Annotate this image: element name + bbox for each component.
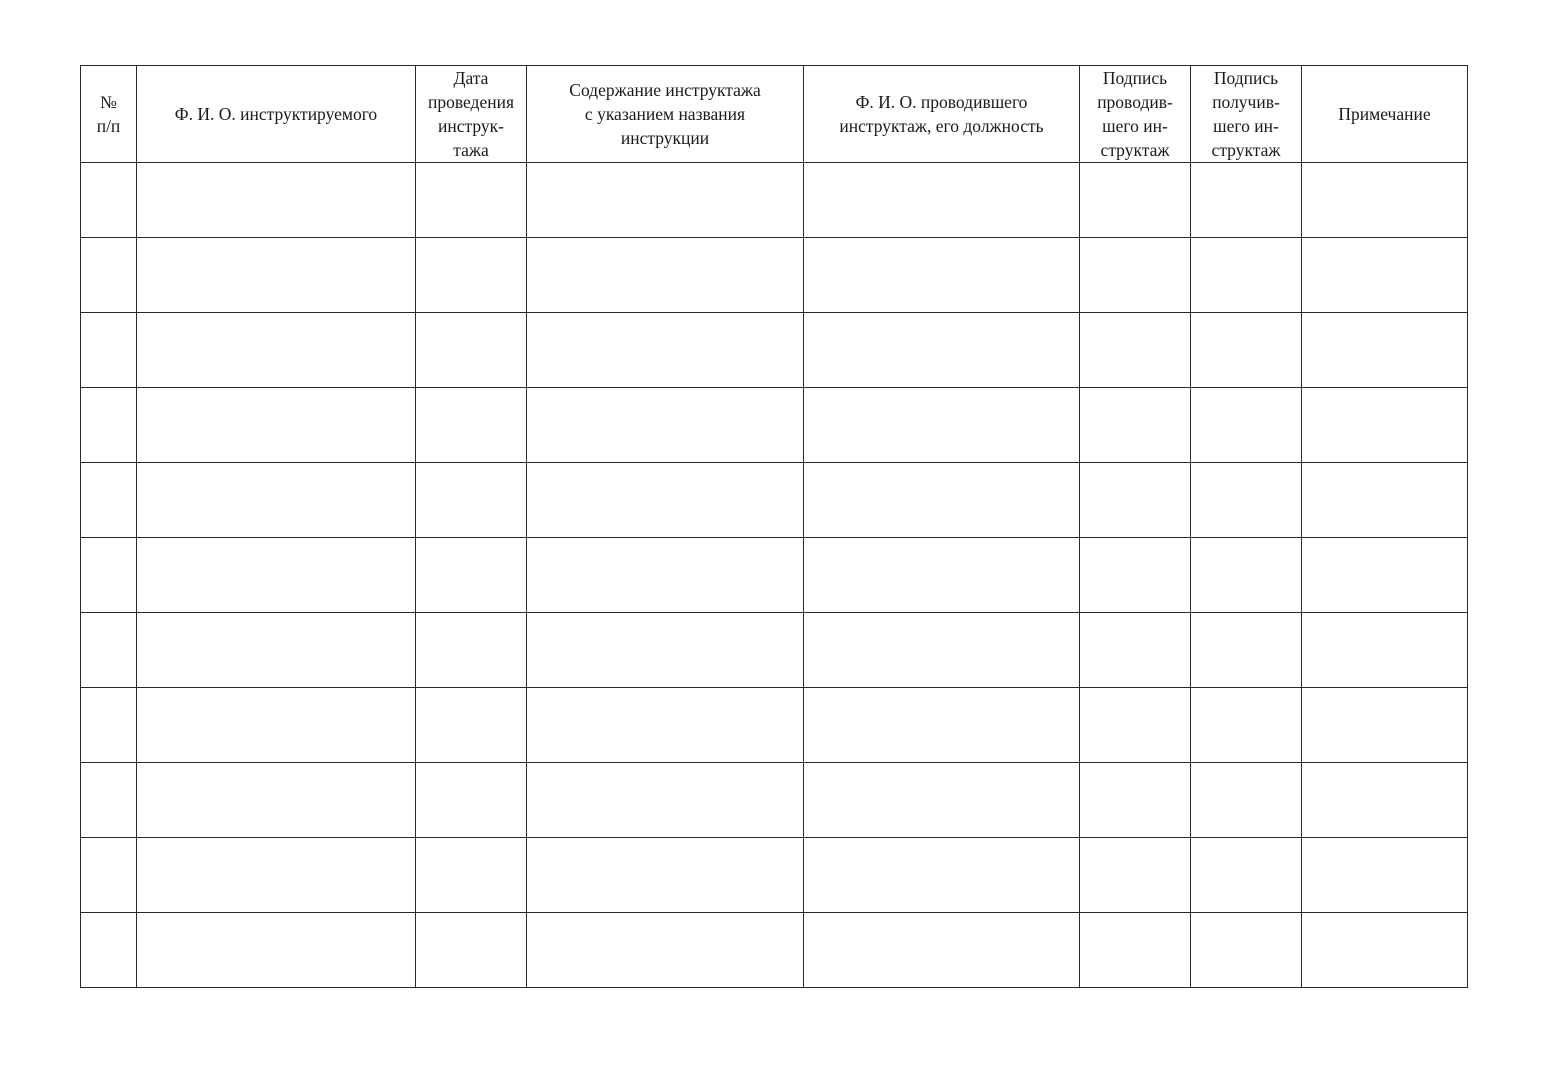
cell-trainee-signature: [1191, 313, 1302, 388]
table-row: [81, 238, 1468, 313]
cell-content: [527, 763, 804, 838]
cell-note: [1302, 313, 1468, 388]
cell-content: [527, 838, 804, 913]
cell-content: [527, 688, 804, 763]
cell-note: [1302, 688, 1468, 763]
cell-instructor-signature: [1080, 163, 1191, 238]
cell-trainee-signature: [1191, 538, 1302, 613]
cell-date: [416, 313, 527, 388]
cell-trainee-name: [137, 163, 416, 238]
cell-note: [1302, 163, 1468, 238]
cell-trainee-signature: [1191, 838, 1302, 913]
cell-number: [81, 688, 137, 763]
header-trainee-signature: Подпись получив- шего ин- структаж: [1191, 66, 1302, 163]
cell-trainee-signature: [1191, 463, 1302, 538]
cell-instructor-name: [804, 913, 1080, 988]
cell-note: [1302, 388, 1468, 463]
cell-trainee-signature: [1191, 238, 1302, 313]
cell-date: [416, 763, 527, 838]
cell-instructor-name: [804, 688, 1080, 763]
cell-number: [81, 238, 137, 313]
cell-date: [416, 613, 527, 688]
cell-trainee-signature: [1191, 688, 1302, 763]
cell-instructor-signature: [1080, 238, 1191, 313]
cell-instructor-signature: [1080, 763, 1191, 838]
table-header-row: [81, 66, 1468, 163]
cell-instructor-name: [804, 613, 1080, 688]
cell-content: [527, 163, 804, 238]
cell-date: [416, 463, 527, 538]
cell-trainee-name: [137, 388, 416, 463]
cell-trainee-signature: [1191, 613, 1302, 688]
header-instructor-name: Ф. И. О. проводившего инструктаж, его должность: [804, 66, 1080, 163]
cell-note: [1302, 238, 1468, 313]
cell-note: [1302, 463, 1468, 538]
table-body: [81, 163, 1468, 988]
cell-number: [81, 763, 137, 838]
cell-instructor-name: [804, 838, 1080, 913]
cell-date: [416, 688, 527, 763]
cell-instructor-signature: [1080, 913, 1191, 988]
table-row: [81, 463, 1468, 538]
header-content: Содержание инструктажа с указанием названия инструкции: [527, 66, 804, 163]
header-note: Примечание: [1302, 66, 1468, 163]
cell-number: [81, 313, 137, 388]
cell-note: [1302, 538, 1468, 613]
cell-instructor-name: [804, 163, 1080, 238]
table-row: [81, 688, 1468, 763]
table-row: [81, 838, 1468, 913]
cell-instructor-signature: [1080, 688, 1191, 763]
cell-content: [527, 238, 804, 313]
table-row: [81, 538, 1468, 613]
cell-trainee-signature: [1191, 763, 1302, 838]
cell-content: [527, 613, 804, 688]
cell-trainee-name: [137, 613, 416, 688]
table-row: [81, 313, 1468, 388]
table-row: [81, 163, 1468, 238]
header-date: Дата проведения инструк- тажа: [416, 66, 527, 163]
cell-instructor-signature: [1080, 313, 1191, 388]
table-row: [81, 388, 1468, 463]
cell-trainee-signature: [1191, 913, 1302, 988]
cell-trainee-name: [137, 838, 416, 913]
cell-instructor-name: [804, 763, 1080, 838]
cell-trainee-name: [137, 238, 416, 313]
cell-instructor-signature: [1080, 388, 1191, 463]
cell-instructor-signature: [1080, 838, 1191, 913]
cell-instructor-signature: [1080, 463, 1191, 538]
table-row: [81, 763, 1468, 838]
header-trainee-name: Ф. И. О. инструктируемого: [137, 66, 416, 163]
cell-content: [527, 463, 804, 538]
cell-number: [81, 913, 137, 988]
cell-number: [81, 613, 137, 688]
cell-instructor-name: [804, 313, 1080, 388]
cell-trainee-name: [137, 313, 416, 388]
cell-instructor-name: [804, 238, 1080, 313]
cell-instructor-name: [804, 388, 1080, 463]
cell-number: [81, 163, 137, 238]
cell-note: [1302, 838, 1468, 913]
cell-date: [416, 913, 527, 988]
cell-trainee-name: [137, 538, 416, 613]
cell-trainee-signature: [1191, 163, 1302, 238]
header-instructor-signature: Подпись проводив- шего ин- структаж: [1080, 66, 1191, 163]
table-row: [81, 613, 1468, 688]
cell-date: [416, 238, 527, 313]
cell-trainee-name: [137, 913, 416, 988]
cell-instructor-name: [804, 538, 1080, 613]
cell-instructor-name: [804, 463, 1080, 538]
cell-date: [416, 538, 527, 613]
cell-number: [81, 463, 137, 538]
cell-note: [1302, 763, 1468, 838]
cell-trainee-name: [137, 763, 416, 838]
table-row: [81, 913, 1468, 988]
cell-trainee-signature: [1191, 388, 1302, 463]
cell-note: [1302, 613, 1468, 688]
cell-content: [527, 913, 804, 988]
cell-trainee-name: [137, 463, 416, 538]
cell-date: [416, 163, 527, 238]
cell-number: [81, 838, 137, 913]
cell-date: [416, 838, 527, 913]
header-number: № п/п: [81, 66, 137, 163]
cell-number: [81, 388, 137, 463]
journal-sheet: [80, 65, 1467, 988]
cell-content: [527, 388, 804, 463]
cell-trainee-name: [137, 688, 416, 763]
cell-note: [1302, 913, 1468, 988]
cell-content: [527, 313, 804, 388]
instruction-journal-table: [80, 65, 1468, 988]
cell-date: [416, 388, 527, 463]
cell-number: [81, 538, 137, 613]
cell-instructor-signature: [1080, 613, 1191, 688]
cell-instructor-signature: [1080, 538, 1191, 613]
cell-content: [527, 538, 804, 613]
